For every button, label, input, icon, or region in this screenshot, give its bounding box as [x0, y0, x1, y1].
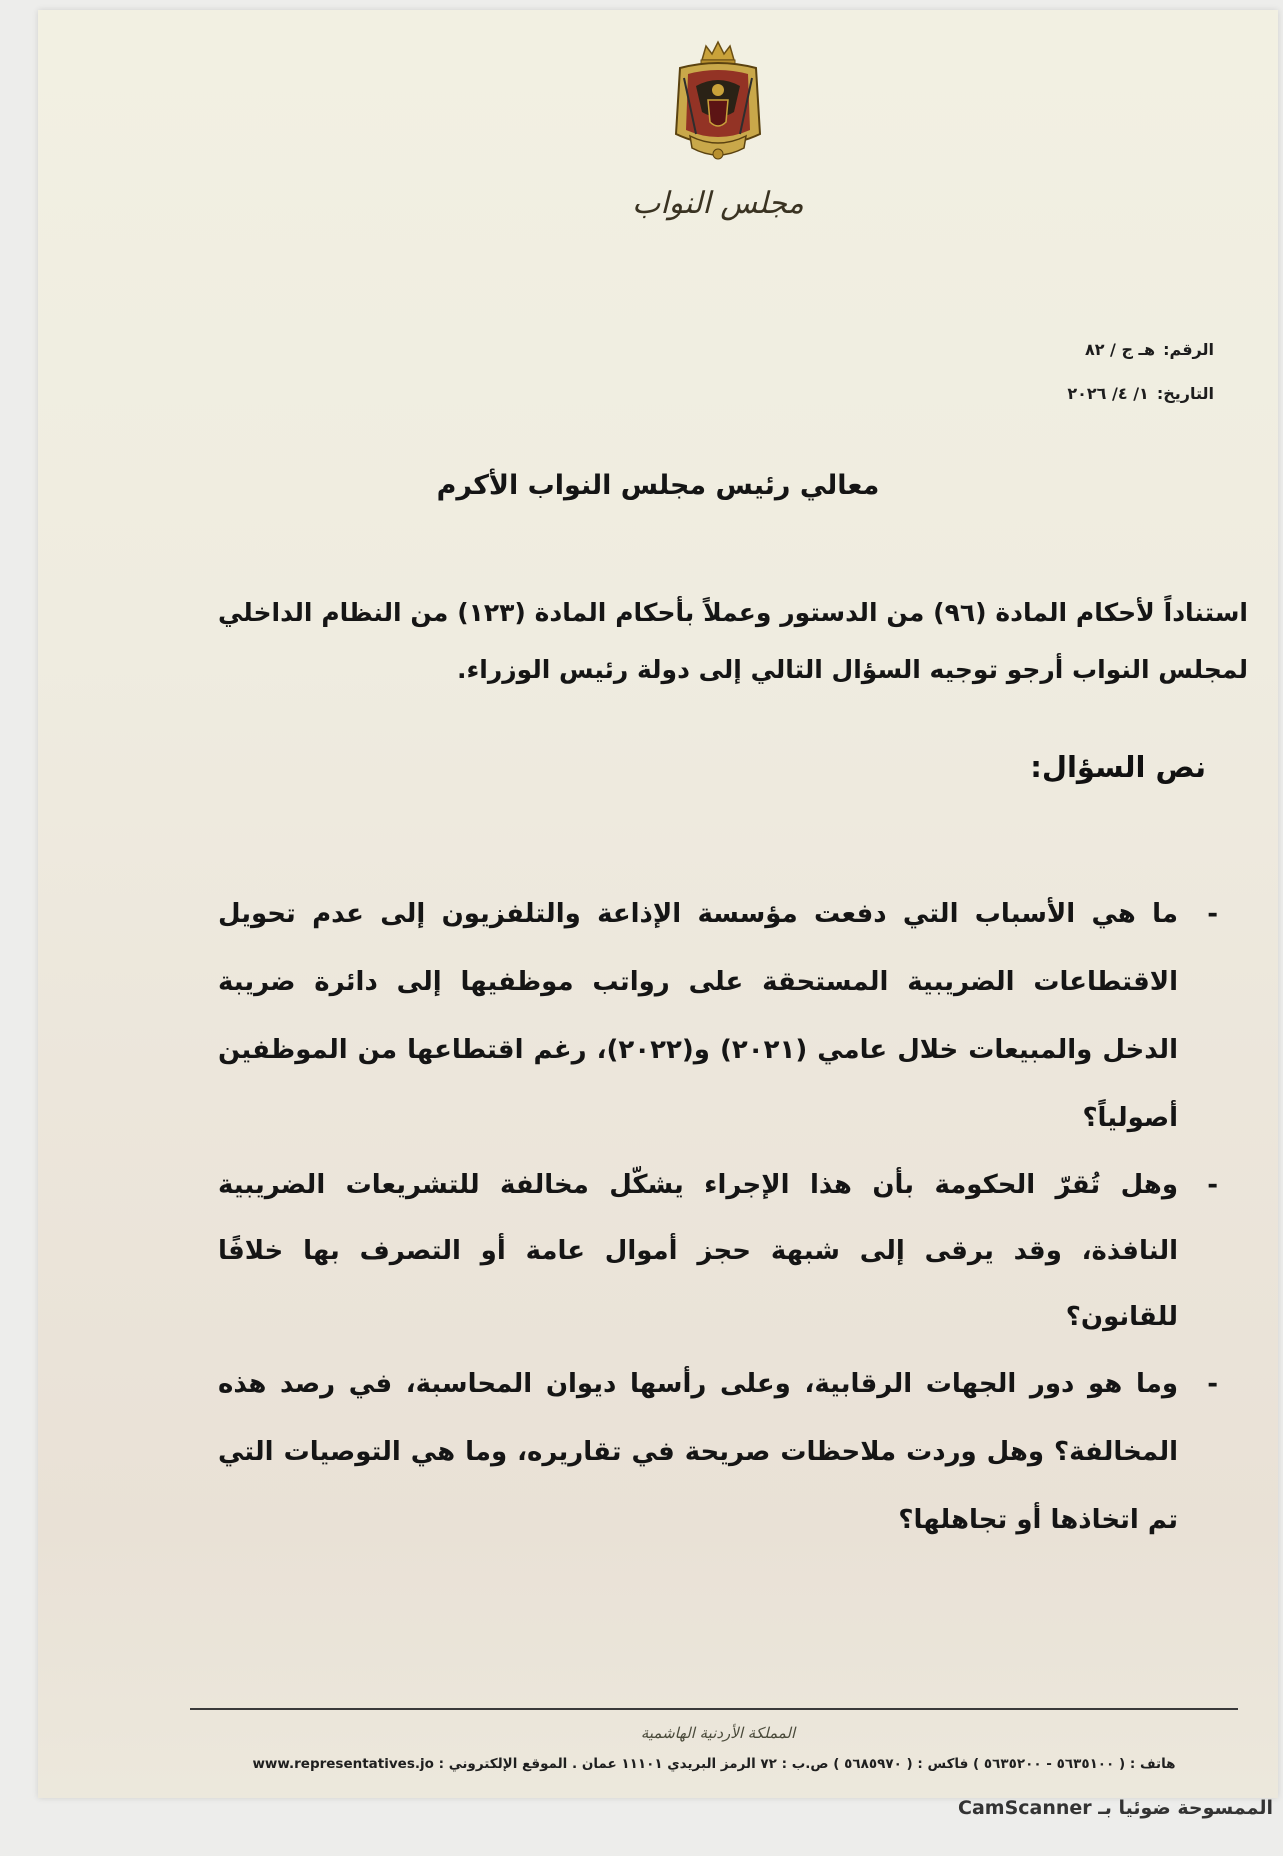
jordan-coat-of-arms-icon: [666, 38, 770, 166]
question-item: [218, 1152, 1218, 1350]
council-name: مجلس النواب: [632, 186, 804, 221]
question-text: ما هي الأسباب التي دفعت مؤسسة الإذاعة والتلفزيون إلى عدم تحويل الاقتطاعات الضريبية المستحقة على رواتب موظفيها إلى دائرة ضريبة الدخل والمبيعات خلال عامي (٢٠٢١) و(٢٠٢٢)، رغم اقتطاعها من الموظفين أصولياً؟: [218, 899, 1178, 1133]
footer-divider: [190, 1708, 1238, 1710]
question-text: وما هو دور الجهات الرقابية، وعلى رأسها ديوان المحاسبة، في رصد هذه المخالفة؟ وهل وردت ملاحظات صريحة في تقاريره، وما هي التوصيات التي تم اتخاذها أو تجاهلها؟: [218, 1369, 1178, 1535]
letter-page: [38, 10, 1278, 1798]
question-heading: نص السؤال:: [1030, 750, 1206, 784]
reference-value: هـ ج / ٨٢: [1084, 340, 1156, 359]
salutation: معالي رئيس مجلس النواب الأكرم: [436, 470, 880, 501]
question-item: [218, 1350, 1218, 1554]
question-list: [218, 880, 1218, 1554]
date-value: ١/ ٤/ ٢٠٢٦: [1067, 384, 1149, 403]
reference-label: الرقم:: [1163, 340, 1214, 359]
question-text: وهل تُقرّ الحكومة بأن هذا الإجراء يشكّل مخالفة للتشريعات الضريبية النافذة، وقد يرقى إلى شبهة حجز أموال عامة أو التصرف بها خلافًا للقانون؟: [218, 1170, 1178, 1332]
camscanner-watermark: الممسوحة ضوئيا بـ CamScanner: [958, 1797, 1273, 1819]
letter-date: [1067, 384, 1214, 403]
footer-seal-text: المملكة الأردنية الهاشمية: [640, 1724, 796, 1742]
bullet-dash: -: [1207, 899, 1218, 929]
footer-contact-line: هاتف : ( ٥٦٣٥١٠٠ - ٥٦٣٥٢٠٠ ) فاكس : ( ٥٦٨٥٩٧٠ ) ص.ب : ٧٢ الرمز البريدي ١١١٠١ عمان . الموقع الإلكتروني : www.representatives.jo: [252, 1756, 1176, 1772]
bullet-dash: -: [1207, 1170, 1218, 1200]
reference-number: [1085, 340, 1214, 359]
date-label: التاريخ:: [1156, 384, 1214, 403]
bullet-dash: -: [1207, 1369, 1218, 1399]
question-item: [218, 880, 1218, 1152]
intro-paragraph: استناداً لأحكام المادة (٩٦) من الدستور وعملاً بأحكام المادة (١٢٣) من النظام الداخلي لمجلس النواب أرجو توجيه السؤال التالي إلى دولة رئيس الوزراء.: [218, 598, 1248, 684]
